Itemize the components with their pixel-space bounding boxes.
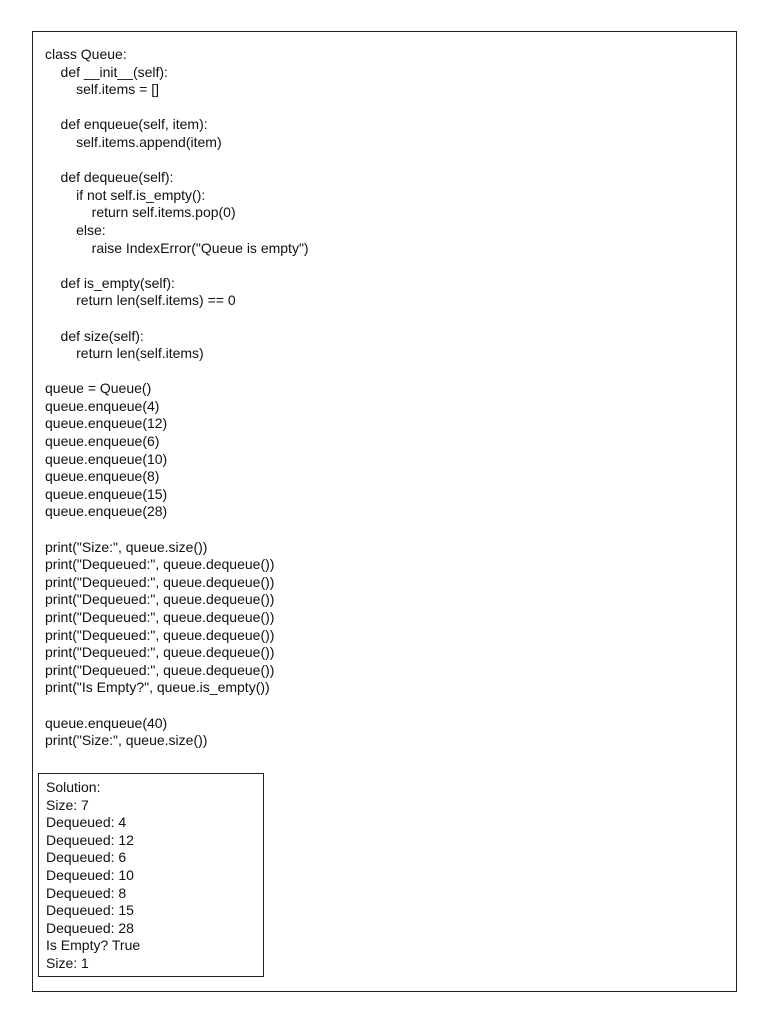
code-line: class Queue: (45, 46, 127, 62)
code-line: def size(self): (45, 327, 144, 344)
code-line (45, 310, 309, 328)
code-line: def enqueue(self, item): (45, 116, 208, 133)
code-line: print("Dequeued:", queue.dequeue()) (45, 609, 275, 625)
solution-output-line: Dequeued: 10 (46, 866, 134, 883)
code-line: return len(self.items) == 0 (45, 292, 236, 309)
solution-output-line: Dequeued: 15 (46, 902, 134, 919)
code-line: queue.enqueue(12) (45, 415, 168, 432)
code-line: print("Dequeued:", queue.dequeue()) (45, 556, 275, 573)
code-line: else: (45, 221, 106, 238)
solution-output-line: Size: 1 (46, 954, 89, 971)
code-line (45, 257, 309, 275)
code-line: raise IndexError("Queue is empty") (45, 239, 309, 256)
solution-output-line: Dequeued: 12 (46, 831, 134, 848)
solution-heading: Solution: (46, 779, 101, 795)
code-line: queue.enqueue(6) (45, 433, 160, 450)
code-line (45, 521, 309, 539)
solution-output-line: Dequeued: 28 (46, 919, 134, 936)
code-line (45, 99, 309, 117)
code-line: print("Dequeued:", queue.dequeue()) (45, 626, 275, 643)
solution-output-line: Dequeued: 4 (46, 814, 127, 831)
code-block (45, 46, 309, 750)
code-line: queue.enqueue(40) (45, 714, 168, 731)
code-line: return len(self.items) (45, 345, 204, 362)
code-line: print("Dequeued:", queue.dequeue()) (45, 573, 275, 590)
code-line: print("Dequeued:", queue.dequeue()) (45, 591, 275, 608)
code-line: queue.enqueue(4) (45, 397, 160, 414)
solution-output-line: Is Empty? True (46, 937, 141, 954)
code-line: print("Size:", queue.size()) (45, 732, 208, 749)
code-line: queue.enqueue(8) (45, 468, 160, 485)
solution-output-line: Size: 7 (46, 796, 89, 813)
code-line: print("Dequeued:", queue.dequeue()) (45, 661, 275, 678)
code-line: print("Is Empty?", queue.is_empty()) (45, 679, 270, 696)
solution-box (38, 773, 264, 977)
solution-output-line: Dequeued: 8 (46, 884, 127, 901)
code-line: def is_empty(self): (45, 274, 175, 291)
code-line: def dequeue(self): (45, 169, 174, 186)
solution-output-line: Dequeued: 6 (46, 849, 127, 866)
code-line: self.items = [] (45, 81, 159, 98)
code-line: print("Size:", queue.size()) (45, 538, 208, 555)
code-line: queue.enqueue(10) (45, 450, 168, 467)
code-line (45, 152, 309, 170)
code-line: queue = Queue() (45, 380, 152, 397)
code-line: queue.enqueue(28) (45, 503, 168, 520)
code-line (45, 697, 309, 715)
code-line: print("Dequeued:", queue.dequeue()) (45, 644, 275, 661)
code-line: if not self.is_empty(): (45, 186, 206, 203)
code-line: def __init__(self): (45, 63, 168, 80)
code-line: self.items.append(item) (45, 133, 222, 150)
code-line: return self.items.pop(0) (45, 204, 236, 221)
code-line (45, 363, 309, 381)
code-line: queue.enqueue(15) (45, 485, 168, 502)
